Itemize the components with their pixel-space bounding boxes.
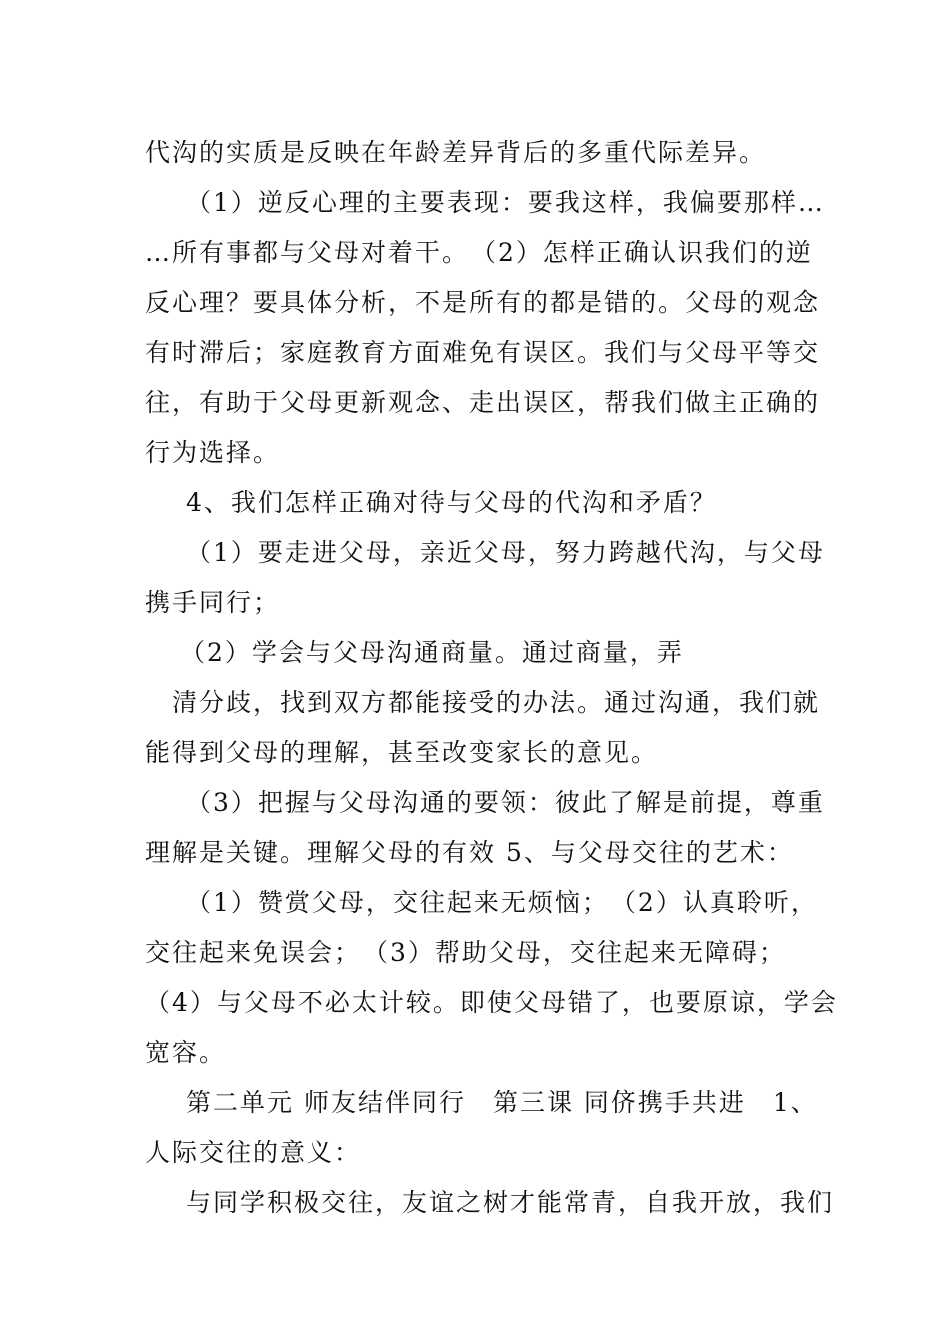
text-line: 行为选择。	[145, 438, 281, 467]
text-line: 与同学积极交往，友谊之树才能常青，自我开放，我们	[186, 1188, 835, 1217]
text-line: 交往起来免误会； （3）帮助父母，交往起来无障碍；	[145, 938, 786, 967]
text-line: （4）与父母不必太计较。即使父母错了，也要原谅，学会	[145, 988, 838, 1017]
text-line: 有时滞后；家庭教育方面难免有误区。我们与父母平等交	[145, 338, 821, 367]
text-line: 第二单元 师友结伴同行 第三课 同侪携手共进 1、	[186, 1088, 818, 1117]
text-line: （1）要走进父母，亲近父母，努力跨越代沟，与父母	[186, 538, 825, 567]
text-line: 理解是关键。理解父母的有效 5、与父母交往的艺术：	[145, 838, 794, 867]
text-line: 代沟的实质是反映在年龄差异背后的多重代际差异。	[145, 138, 767, 167]
text-line: （1）逆反心理的主要表现：要我这样，我偏要那样…	[186, 188, 825, 217]
text-line: （3）把握与父母沟通的要领：彼此了解是前提，尊重	[186, 788, 825, 817]
text-line: （2）学会与父母沟通商量。通过商量，弄	[180, 638, 684, 667]
text-line: 宽容。	[145, 1038, 227, 1067]
text-line: 清分歧，找到双方都能接受的办法。通过沟通，我们就	[172, 688, 821, 717]
text-line: 往，有助于父母更新观念、走出误区，帮我们做主正确的	[145, 388, 821, 417]
text-line: 能得到父母的理解，甚至改变家长的意见。	[145, 738, 659, 767]
text-line: 携手同行；	[145, 588, 281, 617]
text-line: 人际交往的意义：	[145, 1138, 362, 1167]
text-line: （1）赞赏父母，交往起来无烦恼； （2）认真聆听，	[186, 888, 818, 917]
text-line: 4、我们怎样正确对待与父母的代沟和矛盾？	[186, 488, 717, 517]
text-line: …所有事都与父母对着干。 （2）怎样正确认识我们的逆	[145, 238, 813, 267]
text-line: 反心理？要具体分析，不是所有的都是错的。父母的观念	[145, 288, 821, 317]
